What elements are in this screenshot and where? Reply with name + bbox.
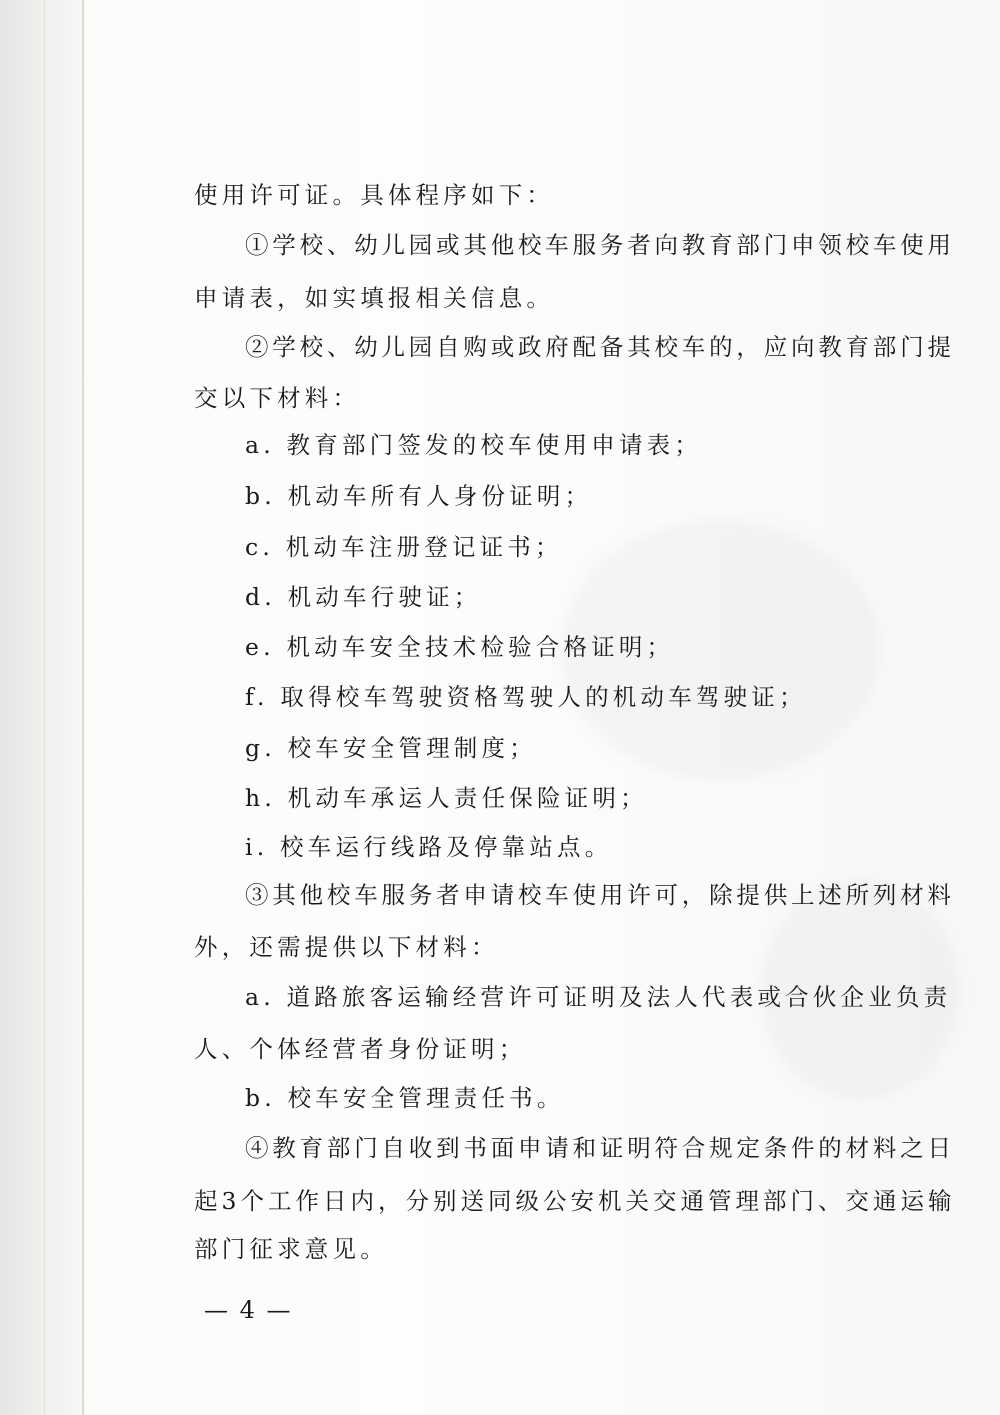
list-item-g: g. 校车安全管理制度；	[245, 734, 537, 762]
list-item-b: b. 机动车所有人身份证明；	[245, 482, 593, 510]
body-line-5: 交以下材料：	[194, 384, 361, 412]
body-line-16: 外，还需提供以下材料：	[194, 933, 499, 961]
page-number: — 4 —	[204, 1296, 293, 1324]
list-item-f: f. 取得校车驾驶资格驾驶人的机动车驾驶证；	[245, 683, 807, 711]
list-item-b2: b. 校车安全管理责任书。	[245, 1084, 565, 1112]
body-line-21: 起3个工作日内，分别送同级公安机关交通管理部门、交通运输	[194, 1187, 956, 1215]
body-line-22: 部门征求意见。	[194, 1235, 388, 1263]
list-item-d: d. 机动车行驶证；	[245, 583, 482, 611]
page-edge	[82, 0, 84, 1415]
list-item-a: a. 教育部门签发的校车使用申请表；	[245, 431, 703, 459]
list-item-h: h. 机动车承运人责任保险证明；	[245, 784, 648, 812]
body-line-20: ④教育部门自收到书面申请和证明符合规定条件的材料之日	[245, 1134, 955, 1162]
list-item-i: i. 校车运行线路及停靠站点。	[245, 833, 613, 861]
body-line-1: 使用许可证。具体程序如下：	[194, 181, 555, 209]
body-line-2: ①学校、幼儿园或其他校车服务者向教育部门申领校车使用	[245, 231, 955, 259]
binding-strip	[0, 0, 82, 1415]
body-line-18: 人、个体经营者身份证明；	[194, 1035, 527, 1063]
body-line-3: 申请表，如实填报相关信息。	[194, 284, 555, 312]
list-item-c: c. 机动车注册登记证书；	[245, 533, 563, 561]
page-edge-shadow	[44, 0, 45, 1415]
body-line-15: ③其他校车服务者申请校车使用许可，除提供上述所列材料	[245, 881, 955, 909]
body-line-4: ②学校、幼儿园自购或政府配备其校车的，应向教育部门提	[245, 333, 955, 361]
list-item-a2: a. 道路旅客运输经营许可证明及法人代表或合伙企业负责	[245, 983, 952, 1011]
list-item-e: e. 机动车安全技术检验合格证明；	[245, 633, 675, 661]
